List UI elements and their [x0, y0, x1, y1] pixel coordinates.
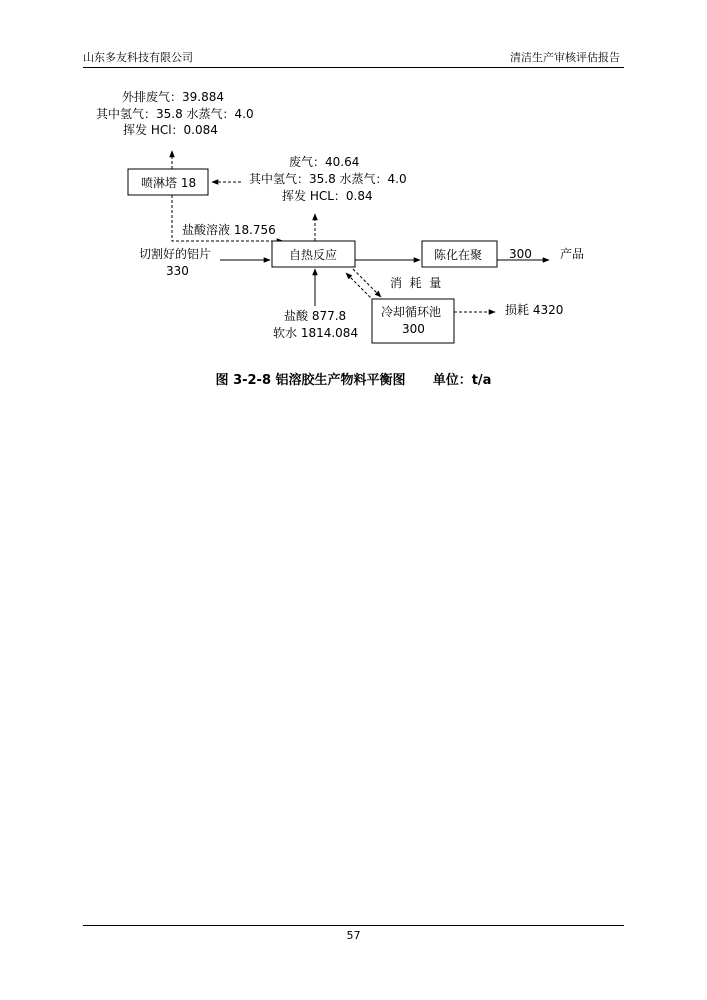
page-number: 57 [346, 929, 361, 942]
cooling-pool-line2: 300 [402, 322, 425, 336]
footer-rule [83, 925, 624, 926]
reactor-label: 自热反应 [289, 248, 338, 262]
bottom-input-line1: 盐酸 877.8 [284, 309, 347, 323]
aluminum-input-line2: 330 [166, 264, 189, 278]
top-emission-line2: 其中氢气：35.8 水蒸气：4.0 [96, 107, 254, 121]
bottom-input-line2: 软水 1814.084 [273, 326, 359, 340]
spray-tower-label: 喷淋塔 18 [141, 176, 197, 190]
exhaust-line2: 其中氢气：35.8 水蒸气：4.0 [249, 172, 407, 186]
arrow-reactor-to-cooling [353, 269, 381, 297]
header-report-title: 清洁生产审核评估报告 [510, 51, 620, 64]
exhaust-line3: 挥发 HCL：0.84 [282, 189, 373, 203]
cooling-pool-line1: 冷却循环池 [381, 305, 442, 319]
figure-caption [0, 369, 707, 388]
product-amount: 300 [509, 247, 532, 261]
product-label: 产品 [560, 247, 585, 261]
hcl-solution-label: 盐酸溶液 18.756 [182, 223, 276, 237]
top-emission-line3: 挥发 HCl：0.084 [123, 123, 218, 137]
aluminum-input-line1: 切割好的铝片 [139, 247, 212, 261]
aging-label: 陈化在聚 [434, 248, 483, 262]
figure-unit: 单位：t/a [432, 373, 492, 388]
arrow-cooling-to-reactor [346, 273, 374, 301]
material-balance-diagram [0, 0, 707, 360]
top-emission-line1: 外排废气：39.884 [122, 90, 224, 104]
figure-title: 图 3-2-8 铝溶胶生产物料平衡图 [215, 373, 406, 388]
header-company: 山东多友科技有限公司 [83, 51, 193, 64]
exhaust-line1: 废气：40.64 [289, 155, 360, 169]
loss-label: 损耗 4320 [505, 303, 564, 317]
consumption-label: 消 耗 量 [390, 276, 442, 290]
